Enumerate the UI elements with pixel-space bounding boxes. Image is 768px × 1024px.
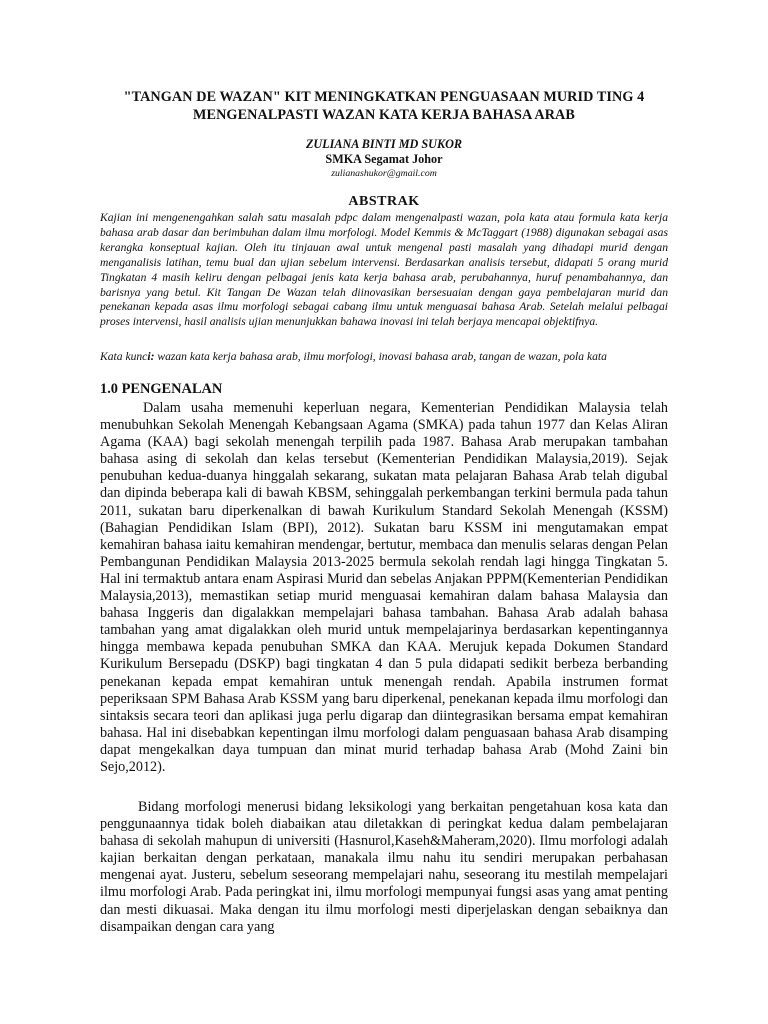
keywords-label: Kata kunc [100,350,148,363]
abstract-text: Kajian ini mengenengahkan salah satu masalah pdpc dalam mengenalpasti wazan, pola kata atau formula kata kerja bahasa arab dasar dan berimbuhan dalam ilmu morfologi. Model Kemmis & McTaggart (1988) digunakan sebagai asas kerangka konseptual kajian. Oleh itu tinjauan awal untuk mengenal pasti masalah yang dihadapi murid dengan menganalisis latihan, temu bual dan ujian sebelum intervensi. Berdasarkan analisis tersebut, didapati 5 orang murid Tingkatan 4 masih keliru dengan pelbagai jenis kata kerja bahasa arab, perubahannya, huruf penambahannya, dan barisnya yang betul. Kit Tangan De Wazan telah diinovasikan bersesuaian dengan gaya pembelajaran murid dan penekanan kepada asas ilmu morfologi sebagai cabang ilmu untuk menguasai bahasa Arab. Setelah melalui pelbagai proses intervensi, hasil analisis ujian menunjukkan bahawa inovasi ini telah berjaya mencapai objektifnya. [100,211,668,329]
section-heading: 1.0 PENGENALAN [100,381,223,397]
abstract-heading: ABSTRAK [348,194,420,209]
keywords-label-end: i: [147,350,155,363]
paper-title-line-2: MENGENALPASTI WAZAN KATA KERJA BAHASA ARAB [193,107,575,123]
author-name: ZULIANA BINTI MD SUKOR [305,137,463,151]
keywords-list: wazan kata kerja bahasa arab, ilmu morfologi, inovasi bahasa arab, tangan de wazan, pola kata [154,350,607,363]
paper-title-line-1: "TANGAN DE WAZAN" KIT MENINGKATKAN PENGUASAAN MURID TING 4 [123,89,645,105]
body-paragraph-1: Dalam usaha memenuhi keperluan negara, Kementerian Pendidikan Malaysia telah menubuhkan Sekolah Menengah Kebangsaan Agama (SMKA) pada tahun 1977 dan Kelas Aliran Agama (KAA) bagi sekolah menengah terpilih pada 1987. Bahasa Arab merupakan tambahan bahasa asing di sekolah dan kelas tersebut (Kementerian Pendidikan Malaysia,2019). Sejak penubuhan kedua-duanya hinggalah sekarang, sukatan mata pelajaran Bahasa Arab telah digubal dan dipinda beberapa kali di bawah KBSM, sehinggalah perkembangan terkini bermula pada tahun 2011, sukatan baru diperkenalkan di bawah Kurikulum Standard Sekolah Menengah (KSSM) (Bahagian Pendidikan Islam (BPI), 2012). Sukatan baru KSSM ini mengutamakan empat kemahiran bahasa iaitu kemahiran mendengar, bertutur, membaca dan menulis selaras dengan Pelan Pembangunan Pendidikan Malaysia 2013-2025 bermula sekolah rendah lagi hingga Tingkatan 5. Hal ini termaktub antara enam Aspirasi Murid dan sebelas Anjakan PPPM(Kementerian Pendidikan Malaysia,2013), memastikan setiap murid menguasai kemahiran dalam bahasa Malaysia dan bahasa Inggeris dan digalakkan mempelajari bahasa tambahan. Bahasa Arab adalah bahasa tambahan yang amat digalakkan oleh murid untuk mempelajarinya berdasarkan kepentingannya hingga membawa kepada penubuhan SMKA dan KAA. Merujuk kepada Dokumen Standard Kurikulum Bersepadu (DSKP) bagi tingkatan 4 dan 5 pula didapati sedikit berbeza berbanding penekanan kepada empat kemahiran untuk menengah rendah. Apabila instrumen format peperiksaan SPM Bahasa Arab KSSM yang baru diperkenal, penekanan kepada ilmu morfologi dan sintaksis secara teori dan aplikasi juga perlu digarap dan diintegrasikan bersama empat kemahiran bahasa. Hal ini disebabkan kepentingan ilmu morfologi dalam penguasaan bahasa Arab disamping dapat mengekalkan daya tumpuan dan minat murid terhadap bahasa Arab (Mohd Zaini bin Sejo,2012). [100,400,668,775]
author-affiliation: SMKA Segamat Johor [325,152,443,166]
keywords-line [100,350,668,365]
author-email: zulianashukor@gmail.com [331,168,437,179]
body-paragraph-2: Bidang morfologi menerusi bidang leksikologi yang berkaitan pengetahuan kosa kata dan penggunaannya tidak boleh diabaikan atau diletakkan di peringkat kedua dalam pembelajaran bahasa di sekolah mahupun di universiti (Hasnurol,Kaseh&Maheram,2020). Ilmu morfologi adalah kajian berkaitan dengan perkataan, manakala ilmu nahu itu sendiri merupakan perbahasan mengenai ayat. Justeru, sebelum seseorang mempelajari nahu, seseorang itu mestilah mempelajari ilmu morfologi Arab. Pada peringkat ini, ilmu morfologi mempunyai fungsi asas yang amat penting dan mesti dikuasai. Maka dengan itu ilmu morfologi mesti diperjelaskan dengan sebaiknya dan disampaikan dengan cara yang [100,799,668,935]
